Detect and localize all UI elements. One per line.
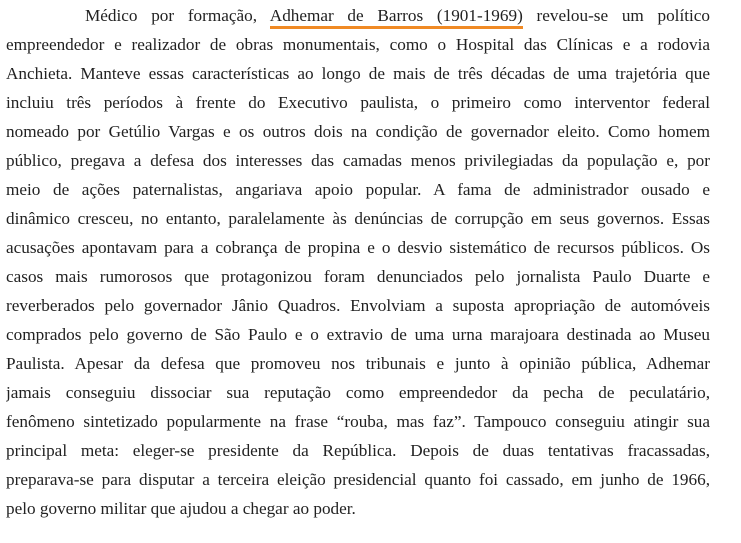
line-1-before: Médico por formação, (85, 6, 270, 25)
paragraph-line-1 (6, 4, 710, 33)
paragraph-line-17: preparava-se para disputar a terceira eleição presidencial quanto foi cassado, em junho de 1966, (6, 470, 710, 489)
paragraph-line-5: nomeado por Getúlio Vargas e os outros dois na condição de governador eleito. Como homem (6, 122, 710, 141)
paragraph-line-18: pelo governo militar que ajudou a chegar ao poder. (6, 499, 356, 518)
paragraph-line-8: dinâmico cresceu, no entanto, paralelamente às denúncias de corrupção em seus governos. Essas (6, 209, 710, 228)
paragraph-line-6: público, pregava a defesa dos interesses das camadas menos privilegiadas da população e, por (6, 151, 710, 170)
paragraph-line-16: principal meta: eleger-se presidente da República. Depois de duas tentativas fracassadas, (6, 441, 710, 460)
paragraph-line-14: jamais conseguiu dissociar sua reputação como empreendedor da pecha de peculatário, (6, 383, 710, 402)
document-paragraph (6, 4, 710, 526)
paragraph-line-10: casos mais rumorosos que protagonizou foram denunciados pelo jornalista Paulo Duarte e (6, 267, 710, 286)
paragraph-line-3: Anchieta. Manteve essas características ao longo de mais de três décadas de uma trajetória que (6, 64, 710, 83)
paragraph-line-15: fenômeno sintetizado popularmente na frase “rouba, mas faz”. Tampouco conseguiu atingir sua (6, 412, 710, 431)
paragraph-line-12: comprados pelo governo de São Paulo e o extravio de uma urna marajoara destinada ao Museu (6, 325, 710, 344)
paragraph-line-11: reverberados pelo governador Jânio Quadros. Envolviam a suposta apropriação de automóveis (6, 296, 710, 315)
paragraph-line-7: meio de ações paternalistas, angariava apoio popular. A fama de administrador ousado e (6, 180, 710, 199)
paragraph-line-2: empreendedor e realizador de obras monumentais, como o Hospital das Clínicas e a rodovia (6, 35, 710, 54)
line-1-after: revelou-se um político (522, 6, 710, 25)
paragraph-line-9: acusações apontavam para a cobrança de propina e o desvio sistemático de recursos públicos. Os (6, 238, 710, 257)
paragraph-line-13: Paulista. Apesar da defesa que promoveu nos tribunais e junto à opinião pública, Adhemar (6, 354, 710, 373)
paragraph-line-4: incluiu três períodos à frente do Executivo paulista, o primeiro como interventor federal (6, 93, 710, 112)
highlighted-name: Adhemar de Barros (1901-1969) (270, 6, 523, 29)
